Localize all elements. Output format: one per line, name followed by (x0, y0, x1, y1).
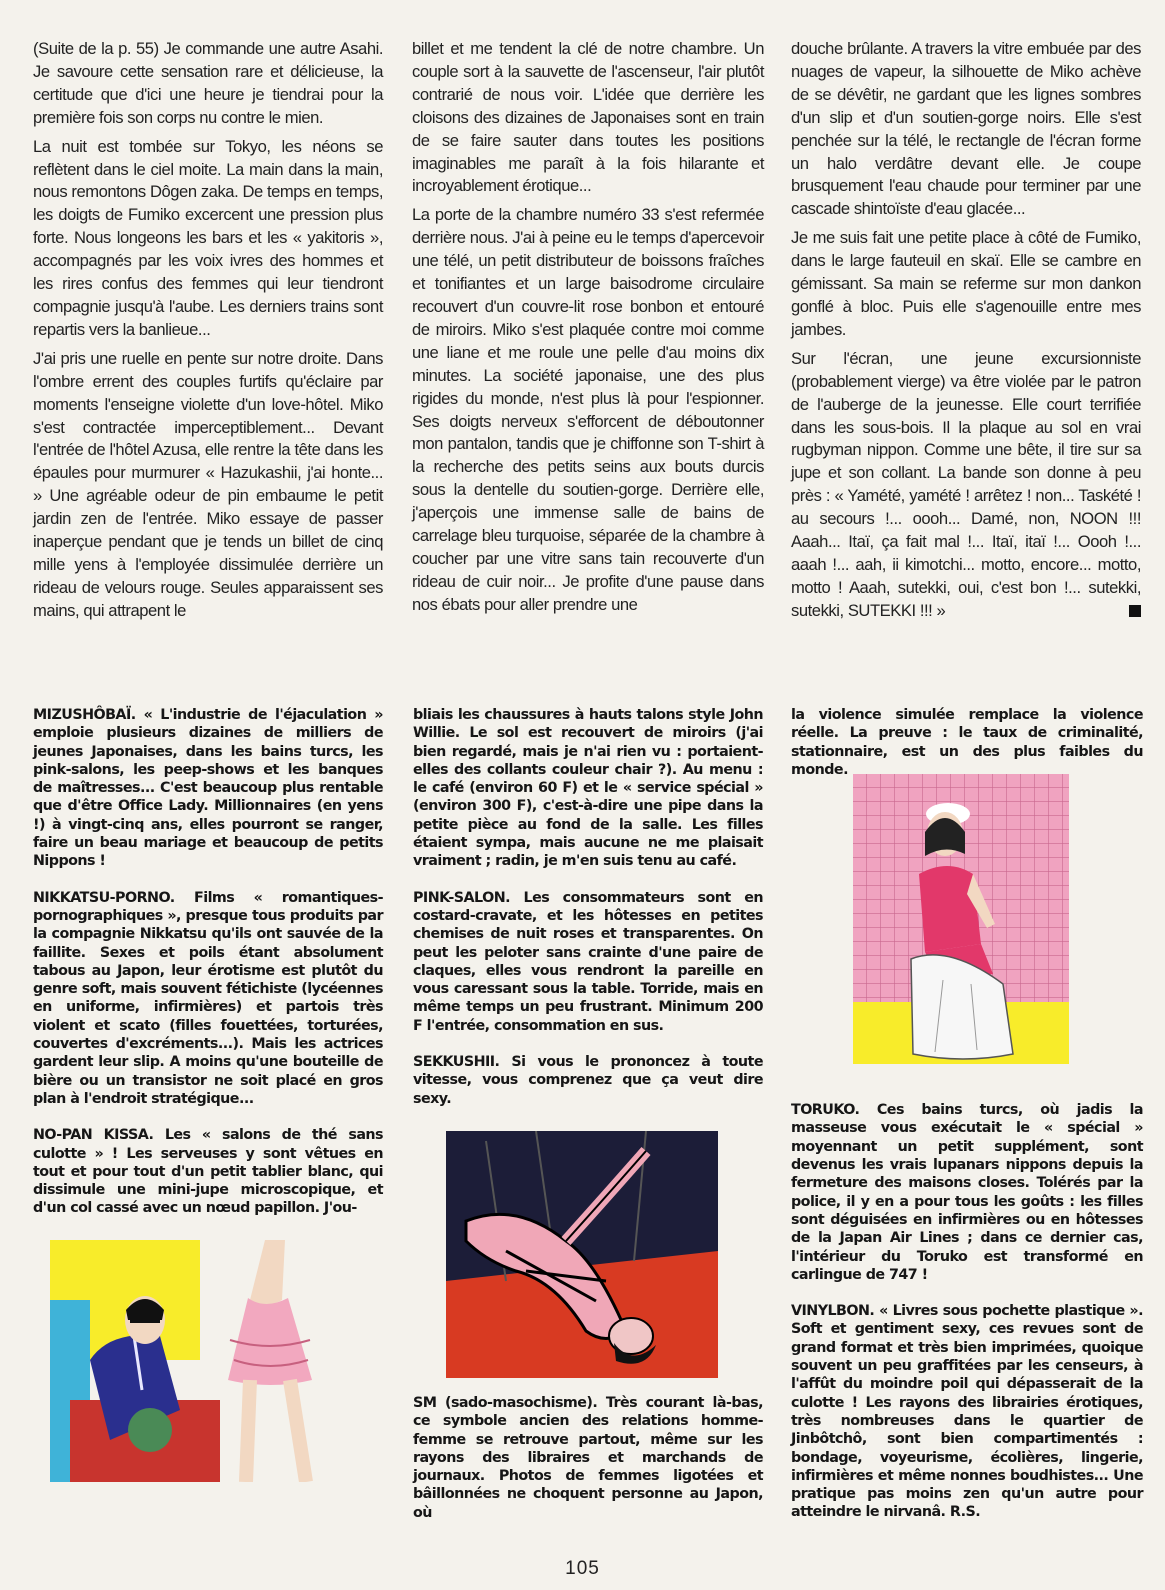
story-paragraph: (Suite de la p. 55) Je commande une autre Asahi. Je savoure cette sensation rare et délicieuse, la certitude que d'ici une heure je tiendrai pour la première fois son corps nu contre le mien. (33, 39, 383, 127)
glossary-column-1 (33, 706, 383, 1236)
story-column-3 (791, 38, 1141, 629)
story-column-1 (33, 38, 383, 629)
glossary-entry-no-pan-kissa-cont: bliais les chaussures à hauts talons style John Willie. Le sol est recouvert de miroirs (j'ai bien regardé, mais je n'ai rien vu : portaient-elles des collants couleur chair ?). Au menu : le café (environ 60 F) et le « service spécial » (environ 300 F), c'est-à-dire une pipe dans la petite pièce au fond de la salle. Les filles étaient sympa, mais aucune ne me plaisait vraiment ; radin, je m'en suis tenu au café. (413, 707, 763, 870)
story-paragraph: douche brûlante. A travers la vitre embuée par des nuages de vapeur, la silhouette de Miko achève de se dévêtir, ne gardant que les lignes sombres d'un slip et d'un soutien-gorge noirs. Elle s'est penchée sur la télé, le rectangle de l'écran forme un halo verdâtre devant elle. Je coupe brusquement l'eau chaude pour terminer par une cascade shintoïste d'eau glacée... (791, 39, 1141, 219)
glossary-entry-sekkushii: SEKKUSHII. Si vous le prononcez à toute vitesse, vous comprenez que ça veut dire sexy. (413, 1054, 763, 1107)
glossary-entry-mizushobai: MIZUSHÔBAÏ. « L'industrie de l'éjaculation » emploie plusieurs dizaines de milliers de jeunes Japonaises, dans les bains turcs, les pink-salons, les peep-shows et les banques de maîtresses... C'est beaucoup plus rentable que d'être Office Lady. Millionnaires (en yens !) à vingt-cinq ans, elles pourront se ranger, faire un beau mariage et beaucoup de petits Nippons ! (33, 707, 383, 870)
story-paragraph: billet et me tendent la clé de notre chambre. Un couple sort à la sauvette de l'ascenseur, l'air plutôt contrarié de nous voir. L'idée que derrière les cloisons des dizaines de Japonaises sont en train de se faire sauter dans toutes les positions imaginables me paraît à la fois hilarante et incroyablement érotique... (412, 39, 764, 196)
glossary-entry-sm: SM (sado-masochisme). Très courant là-bas, ce symbole ancien des relations homme-femme se retrouve partout, même sur les rayons des libraires et marchands de journaux. Photos de femmes ligotées et bâillonnées ne choquent personne au Japon, où (413, 1394, 763, 1521)
story-paragraph: Je me suis fait une petite place à côté de Fumiko, dans le large fauteuil en skaï. Elle se cambre en gémissant. Sa main se referme sur mon dankon gonflé à bloc. Puis elle s'agenouille entre mes jambes. (791, 228, 1141, 339)
story-paragraph: La nuit est tombée sur Tokyo, les néons se reflètent dans le ciel moite. La main dans la main, nous remontons Dôgen zaka. De temps en temps, les doigts de Fumiko excercent une pression plus forte. Nous longeons les bars et les « yakitoris », accompagnés par les voix ivres des hommes et les rires confus des femmes qui leur tiendront compagnie jusqu'à l'aube. Les derniers trains sont repartis vers la banlieue... (33, 136, 383, 339)
illustration-no-pan-kissa (50, 1240, 354, 1482)
illustration-nurse (853, 774, 1069, 1064)
glossary-column-2 (413, 706, 763, 1540)
end-of-article-mark (1129, 605, 1141, 617)
story-paragraph: J'ai pris une ruelle en pente sur notre droite. Dans l'ombre errent des couples furtifs qu'éclaire par moments l'enseigne violette d'un love-hôtel. Miko s'est contractée imperceptiblement... Devant l'entrée de l'hôtel Azusa, elle rentre la tête dans les épaules pour murmurer « Hazukashii, j'ai honte... » Une agréable odeur de pin embaume le petit jardin zen de l'entrée. Miko essaye de passer inaperçue pendant que je tends un billet de cinq mille yens à l'employée dissimulée derrière un rideau de velours rouge. Seules apparaissent ses mains, qui attrapent le (33, 348, 383, 620)
story-paragraph-text: Sur l'écran, une jeune excursionniste (probablement vierge) va être violée par le patron de l'auberge de la jeunesse. Elle court terrifiée dans les sous-bois. Il la plaque au sol en vrai rugbyman nippon. Comme une bête, il tire sur sa jupe et son collant. La bande son donne à peu près : « Yamété, yamété ! arrêtez ! non... Taskété ! au secours !... oooh... Damé, non, NOON !!! Aaah... Itaï, ça fait mal !... Itaï, itaï !... Oooh !... aaah !... aah, ii kimotchi... motto, encore... motto, motto ! Aaah, sutekki, oui, c'est bon !... sutekki, sutekki, SUTEKKI !!! » (791, 348, 1141, 620)
glossary-entry-no-pan-kissa: NO-PAN KISSA. Les « salons de thé sans culotte » ! Les serveuses y sont vêtues en tout et pour tout d'un petit tablier blanc, qui dissimule une mini-jupe microscopique, et d'un col cassé avec un nœud papillon. J'ou- (33, 1127, 383, 1217)
illustration-bondage (446, 1131, 718, 1378)
glossary-entry-toruko: TORUKO. Ces bains turcs, où jadis la masseuse vous exécutait le « spécial » moyennant un petit supplément, sont devenus les vrais lupanars nippons depuis la fermeture des maisons closes. Tolérés par la police, il y en a pour tous les goûts : les filles sont déguisées en infirmières ou en hôtesses de la Japan Air Lines ; dans ce dernier cas, l'intérieur du Toruko est transformé en carlingue de 747 ! (791, 1102, 1143, 1283)
glossary-entry-sm-cont: la violence simulée remplace la violence réelle. La preuve : le taux de criminalité, stationnaire, est un des plus faibles du monde. (791, 707, 1143, 778)
glossary-entry-pink-salon: PINK-SALON. Les consommateurs sont en costard-cravate, et les hôtesses en petites chemises de nuit roses et transparentes. On peut les peloter sans crainte d'une paire de claques, elles vous rendront la pareille en vous caressant sous la table. Torride, mais en même temps un peu frustrant. Minimum 200 F l'entrée, consommation en sus. (413, 889, 763, 1034)
glossary-entry-vinylbon: VINYLBON. « Livres sous pochette plastique ». Soft et gentiment sexy, ces revues sont de grand format et très bien imprimées, quoique souvent un peu graffitées par les censeurs, à l'affût du moindre poil qui dépasserait de la culotte ! Les rayons des librairies érotiques, très nombreuses dans le quartier de Jinbôtchô, sont bien compartimentés : bondage, voyeurisme, écolières, lingerie, infirmières et même nonnes boudhistes... Une pratique pas moins zen qu'un autre pour atteindre le nirvanâ. R.S. (791, 1303, 1143, 1521)
story-column-2 (412, 38, 764, 623)
story-paragraph (791, 348, 1141, 623)
story-paragraph: La porte de la chambre numéro 33 s'est refermée derrière nous. J'ai à peine eu le temps d'apercevoir une télé, un petit distributeur de boissons fraîches et tonifiantes et un large baisodrome circulaire recouvert d'un couvre-lit rose bonbon et entouré de miroirs. Miko s'est plaquée contre moi comme une liane et me roule une pelle d'au moins dix minutes. La société japonaise, une des plus rigides du monde, n'est plus là pour l'espionner. Ses doigts nerveux s'efforcent de déboutonner mon pantalon, tandis que je chiffonne son T-shirt à la recherche des petits seins aux bouts durcis sous la dentelle du soutien-gorge. Derrière elle, j'aperçois une immense salle de bains de carrelage bleu turquoise, séparée de la chambre à coucher par une vitre sans tain recouverte d'un rideau de cuir noir... Je profite d'une pause dans nos ébats pour aller prendre une (412, 205, 764, 614)
glossary-entry-nikkatsu-porno: NIKKATSU-PORNO. Films « romantiques-pornographiques », presque tous produits par la compagnie Nikkatsu qu'ils ont sauvée de la faillite. Sexes et poils étant absolument tabous au Japon, leur érotisme est plutôt du genre soft, mais souvent fétichiste (lycéennes en uniforme, infirmières) et partois très violent et scato (filles fouettées, torturées, couvertes d'excréments...). Mais les actrices gardent leur slip. A moins qu'une bouteille de bière ou un transistor ne soit placé en gros plan à l'endroit stratégique... (33, 889, 383, 1107)
page-number: 105 (565, 1558, 600, 1579)
